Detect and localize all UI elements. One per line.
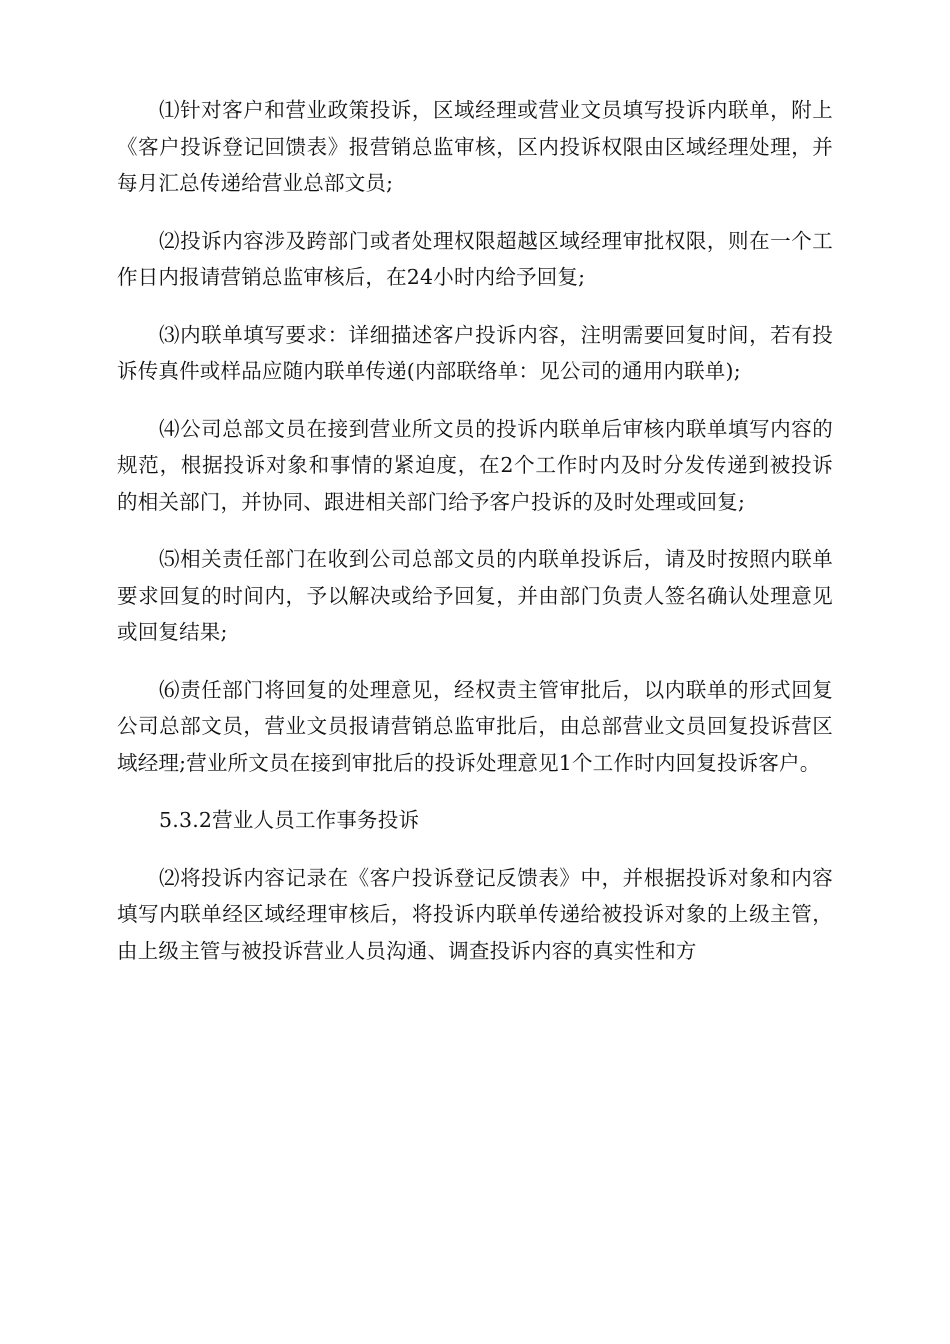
paragraph-complaint-item-5: ⑸相关责任部门在收到公司总部文员的内联单投诉后，请及时按照内联单要求回复的时间内，予以解决或给予回复，并由部门负责人签名确认处理意见或回复结果; xyxy=(117,547,833,644)
paragraph-complaint-item-3: ⑶内联单填写要求：详细描述客户投诉内容，注明需要回复时间，若有投诉传真件或样品应随内联单传递(内部联络单：见公司的通用内联单); xyxy=(117,322,833,383)
paragraph-complaint-item-6: ⑹责任部门将回复的处理意见，经权责主管审批后，以内联单的形式回复公司总部文员，营业文员报请营销总监审批后，由总部营业文员回复投诉营区域经理;营业所文员在接到审批后的投诉处理意见1个工作时内回复投诉客户。 xyxy=(117,677,833,775)
paragraph-complaint-item-2: ⑵投诉内容涉及跨部门或者处理权限超越区域经理审批权限，则在一个工作日内报请营销总监审核后，在24小时内给予回复; xyxy=(117,228,833,289)
paragraph-complaint-item-1: ⑴针对客户和营业政策投诉，区域经理或营业文员填写投诉内联单，附上《客户投诉登记回馈表》报营销总监审核，区内投诉权限由区域经理处理，并每月汇总传递给营业总部文员; xyxy=(117,98,833,195)
paragraph-complaint-item-4: ⑷公司总部文员在接到营业所文员的投诉内联单后审核内联单填写内容的规范，根据投诉对象和事情的紧迫度，在2个工作时内及时分发传递到被投诉的相关部门，并协同、跟进相关部门给予客户投诉的及时处理或回复; xyxy=(117,416,833,514)
paragraph-staff-complaint-item-2: ⑵将投诉内容记录在《客户投诉登记反馈表》中，并根据投诉对象和内容填写内联单经区域经理审核后，将投诉内联单传递给被投诉对象的上级主管，由上级主管与被投诉营业人员沟通、调查投诉内容的真实性和方 xyxy=(117,865,833,963)
section-heading: 5.3.2营业人员工作事务投诉 xyxy=(159,808,420,832)
document-page xyxy=(117,92,833,990)
